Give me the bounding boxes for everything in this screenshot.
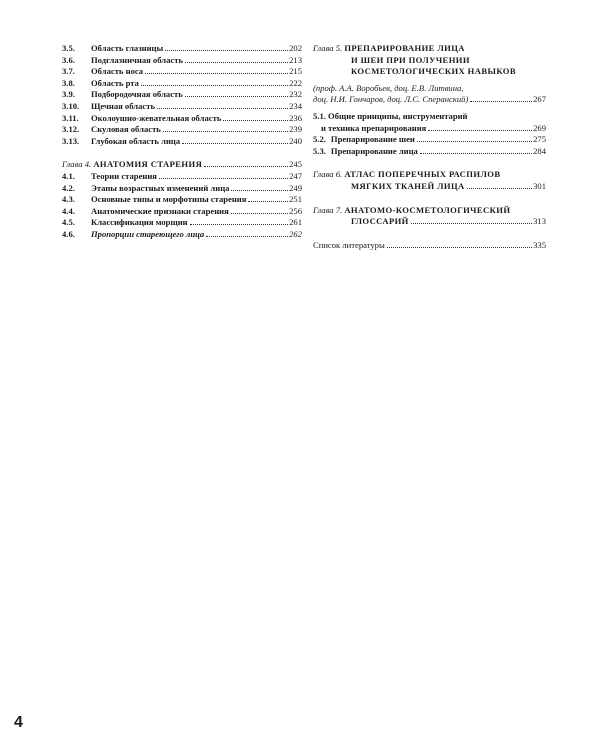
dot-leader — [145, 72, 288, 74]
toc-entry[interactable] — [62, 78, 302, 90]
entry-title-line-2: и техника препарирования — [321, 122, 427, 133]
entry-title: Подглазничная область — [91, 54, 183, 65]
chapter-7-page: 313 — [533, 216, 546, 227]
chapter-4-label: Глава 4. — [62, 159, 92, 170]
dot-leader — [387, 246, 532, 248]
entry-title: Область рта — [91, 77, 139, 88]
entry-title: Скуловая область — [91, 124, 161, 135]
entry-title-line-1: Общие принципы, инструментарий — [328, 110, 468, 121]
entry-page: 269 — [533, 122, 546, 133]
chapter-7-title-line-1: АНАТОМО-КОСМЕТОЛОГИЧЕСКИЙ — [344, 204, 511, 215]
section-3-entries — [62, 43, 302, 147]
toc-entry[interactable] — [62, 217, 302, 229]
entry-number: 4.3. — [62, 194, 75, 205]
entry-number: 4.6. — [62, 228, 75, 239]
chapter-6-label: Глава 6. — [313, 169, 343, 180]
chapter-6-heading[interactable] — [313, 169, 546, 192]
entry-page: 261 — [289, 217, 302, 228]
toc-entry-5-1-cont[interactable] — [313, 123, 546, 135]
entry-title: Околоушно-жевательная область — [91, 112, 222, 123]
references-title: Список литературы — [313, 239, 385, 250]
entry-title: Классификация морщин — [91, 217, 188, 228]
chapter-6-title-line-1: АТЛАС ПОПЕРЕЧНЫХ РАСПИЛОВ — [344, 169, 501, 180]
entry-page: 215 — [289, 66, 302, 77]
references-entry[interactable] — [313, 240, 546, 252]
entry-number: 4.4. — [62, 205, 75, 216]
toc-entry[interactable] — [313, 134, 546, 146]
dot-leader — [182, 142, 288, 144]
toc-entry[interactable] — [62, 66, 302, 78]
entry-number: 4.5. — [62, 217, 75, 228]
chapter-7-title-line-2: ГЛОССАРИЙ — [351, 216, 409, 227]
dot-leader — [417, 140, 532, 142]
toc-entry[interactable] — [62, 113, 302, 125]
chapter-5-authors-line-2: доц. Н.И. Гончаров, доц. Л.С. Сперанский) — [313, 94, 469, 105]
chapter-7-heading[interactable] — [313, 205, 546, 228]
entry-page: 251 — [289, 194, 302, 205]
chapter-5-page: 267 — [533, 94, 546, 105]
toc-entry[interactable] — [62, 43, 302, 55]
dot-leader — [411, 222, 532, 224]
dot-leader — [204, 165, 288, 167]
entry-title: Препарирование шеи — [330, 134, 415, 145]
entry-number: 5.1. — [313, 110, 326, 121]
chapter-6-title-line-2: МЯГКИХ ТКАНЕЙ ЛИЦА — [351, 180, 465, 191]
toc-left-column — [62, 43, 302, 241]
dot-leader — [157, 107, 288, 109]
toc-right-column — [313, 43, 546, 251]
entry-title: Область глазницы — [91, 43, 164, 53]
toc-entry[interactable] — [62, 124, 302, 136]
toc-entry[interactable] — [62, 171, 302, 183]
chapter-4-heading[interactable] — [62, 159, 302, 171]
toc-entry[interactable] — [62, 89, 302, 101]
entry-number: 3.8. — [62, 77, 75, 88]
toc-entry[interactable] — [62, 136, 302, 148]
entry-number: 3.9. — [62, 89, 75, 100]
entry-page: 275 — [533, 134, 546, 145]
entry-number: 4.1. — [62, 170, 75, 181]
dot-leader — [231, 212, 288, 214]
entry-page: 222 — [289, 77, 302, 88]
toc-entry[interactable] — [62, 183, 302, 195]
entry-title: Теории старения — [91, 170, 157, 181]
spacer — [313, 228, 546, 240]
spacer — [62, 147, 302, 159]
entry-number: 3.6. — [62, 54, 75, 65]
toc-entry[interactable] — [62, 55, 302, 67]
entry-number: 5.3. — [313, 145, 326, 156]
entry-title: Анатомические признаки старения — [91, 205, 229, 216]
spacer — [313, 157, 546, 169]
toc-entry[interactable] — [313, 146, 546, 158]
entry-number: 3.11. — [62, 112, 79, 123]
entry-page: 247 — [289, 170, 302, 181]
chapter-4-page: 245 — [289, 159, 302, 170]
chapter-5-title-line-3: КОСМЕТОЛОГИЧЕСКИХ НАВЫКОВ — [351, 66, 516, 77]
chapter-4-title: АНАТОМИЯ СТАРЕНИЯ — [93, 159, 203, 170]
entry-page: 249 — [289, 182, 302, 193]
dot-leader — [467, 187, 532, 189]
chapter-5-title-line-1: ПРЕПАРИРОВАНИЕ ЛИЦА — [344, 43, 465, 53]
entry-number: 3.10. — [62, 100, 80, 111]
chapter-6-page: 301 — [533, 180, 546, 191]
entry-title: Препарирование лица — [330, 145, 418, 156]
entry-number: 5.2. — [313, 134, 326, 145]
entry-page: 239 — [289, 124, 302, 135]
dot-leader — [420, 152, 532, 154]
entry-page: 234 — [289, 100, 302, 111]
toc-entry-5-1[interactable] — [313, 111, 546, 123]
entry-number: 3.13. — [62, 135, 80, 146]
entry-page: 256 — [289, 205, 302, 216]
entry-number: 3.7. — [62, 66, 75, 77]
entry-page: 240 — [289, 135, 302, 146]
dot-leader — [185, 61, 288, 63]
dot-leader — [223, 119, 288, 121]
toc-entry[interactable] — [62, 101, 302, 113]
entry-title: Область носа — [91, 66, 144, 77]
entry-page: 236 — [289, 112, 302, 123]
dot-leader — [185, 95, 288, 97]
chapter-5-authors-line-1: (проф. А.А. Воробьев, доц. Е.В. Литвина, — [313, 82, 464, 93]
dot-leader — [159, 177, 288, 179]
chapter-5-heading[interactable] — [313, 43, 546, 106]
entry-number: 3.12. — [62, 124, 80, 135]
entry-title: Этапы возрастных изменений лица — [91, 182, 230, 193]
toc-entry[interactable] — [62, 194, 302, 206]
dot-leader — [428, 129, 532, 131]
chapter-5-title-line-2: И ШЕИ ПРИ ПОЛУЧЕНИИ — [351, 54, 470, 65]
chapter-4-entries — [62, 171, 302, 241]
spacer — [313, 193, 546, 205]
chapter-5-entries — [313, 134, 546, 157]
entry-title: Подбородочная область — [91, 89, 183, 100]
entry-title: Щечная область — [91, 100, 156, 111]
chapter-5-label: Глава 5. — [313, 43, 343, 53]
dot-leader — [470, 100, 532, 102]
chapter-7-label: Глава 7. — [313, 204, 343, 215]
dot-leader — [248, 200, 288, 202]
toc-entry[interactable] — [62, 206, 302, 218]
dot-leader — [163, 130, 288, 132]
dot-leader — [190, 223, 288, 225]
entry-number: 3.5. — [62, 43, 75, 53]
entry-number: 4.2. — [62, 182, 75, 193]
entry-page: 232 — [289, 89, 302, 100]
entry-title: Глубокая область лица — [91, 135, 181, 146]
references-page: 335 — [533, 239, 546, 250]
entry-page: 262 — [289, 228, 302, 239]
page-number: 4 — [14, 714, 23, 731]
dot-leader — [231, 189, 288, 191]
toc-entry[interactable] — [62, 229, 302, 241]
dot-leader — [206, 235, 288, 237]
entry-page: 202 — [289, 43, 302, 53]
dot-leader — [141, 84, 288, 86]
entry-title: Пропорции стареющего лица — [91, 228, 205, 239]
entry-page: 213 — [289, 54, 302, 65]
entry-title: Основные типы и морфотипы старения — [91, 194, 247, 205]
entry-page: 284 — [533, 145, 546, 156]
dot-leader — [165, 49, 288, 51]
